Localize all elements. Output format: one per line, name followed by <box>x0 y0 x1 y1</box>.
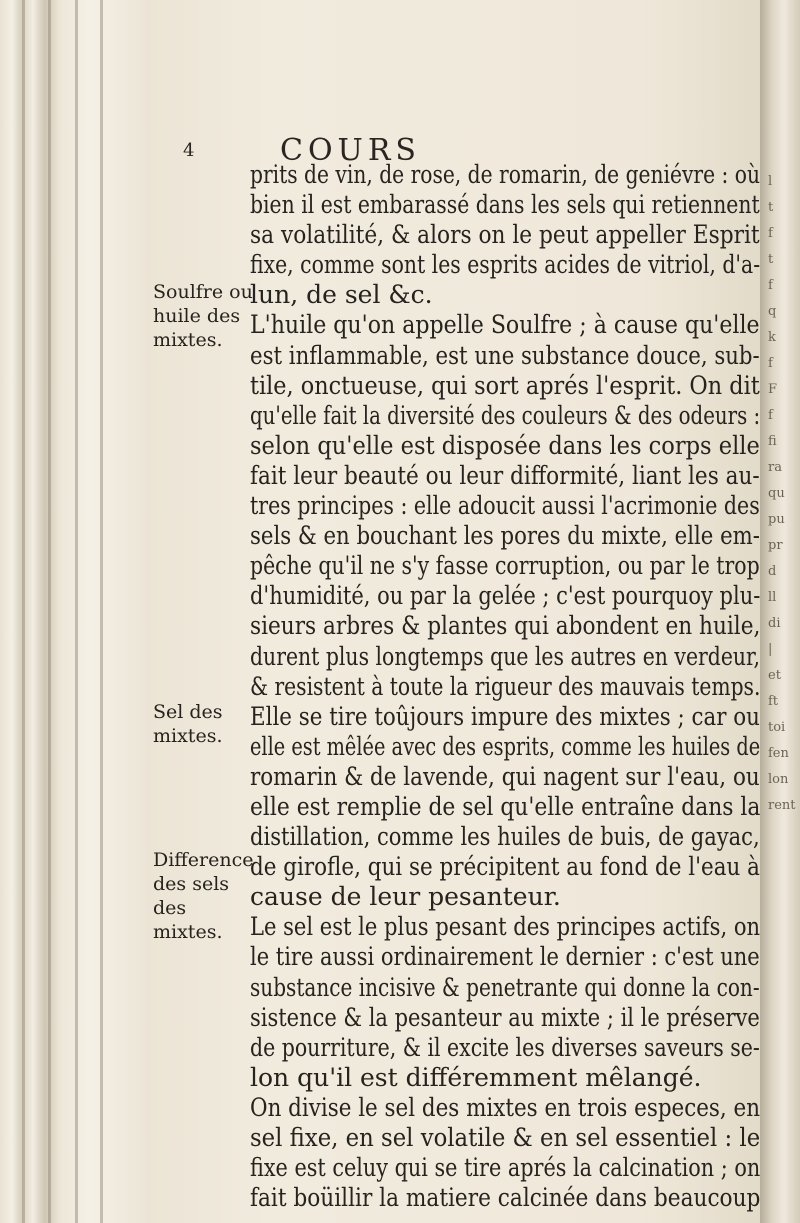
marginal-line: huile des <box>153 305 241 327</box>
marginal-note-sel <box>153 700 253 748</box>
opposite-page-fragment: q <box>768 304 777 319</box>
text-line: sieurs arbres & plantes qui abondent en huile, <box>250 611 761 641</box>
text-line: On divise le sel des mixtes en trois especes, en <box>250 1092 761 1122</box>
opposite-page-fragment: k <box>768 330 776 345</box>
marginal-line: Difference <box>153 849 254 871</box>
text-line: L'huile qu'on appelle Soulfre ; à cause qu'elle <box>250 310 760 340</box>
binding-edge <box>0 0 150 1223</box>
opposite-page-fragment: ra <box>768 460 782 475</box>
page-edge-line <box>75 0 78 1223</box>
opposite-page-fragment: lon <box>768 772 789 787</box>
text-line: fait boüillir la matiere calcinée dans beaucoup <box>250 1183 761 1213</box>
marginal-note-difference <box>153 848 253 944</box>
text-line: bien il est embarassé dans les sels qui retiennent <box>250 190 760 220</box>
text-line: tres principes : elle adoucit aussi l'acrimonie des <box>250 491 760 521</box>
opposite-page-fragment: | <box>768 642 773 657</box>
opposite-page-fragment: di <box>768 616 781 631</box>
text-line: elle est remplie de sel qu'elle entraîne dans la <box>250 791 761 821</box>
opposite-page-fragment: pu <box>768 512 785 527</box>
body-text <box>250 160 760 1213</box>
text-line: qu'elle fait la diversité des couleurs & des odeurs : <box>250 400 761 430</box>
text-line: prits de vin, de rose, de romarin, de geniévre : où <box>250 160 760 189</box>
text-line: de pourriture, & il excite les diverses saveurs se- <box>250 1032 760 1062</box>
text-line: pêche qu'il ne s'y fasse corruption, ou par le trop <box>250 551 760 581</box>
marginal-line: Soulfre ou <box>153 281 253 303</box>
marginal-line: des sels des <box>153 873 230 919</box>
opposite-page-fragment: pr <box>768 538 783 553</box>
text-line: sel fixe, en sel volatile & en sel essentiel : le <box>250 1123 761 1152</box>
opposite-page-fragment: fi <box>768 434 777 449</box>
opposite-page-fragment: t <box>768 252 774 267</box>
text-line: substance incisive & penetrante qui donne la con- <box>250 972 760 1002</box>
text-line: est inflammable, est une substance douce, sub- <box>250 340 760 370</box>
text-line: & resistent à toute la rigueur des mauvais temps. <box>250 671 761 701</box>
text-line: sels & en bouchant les pores du mixte, elle em- <box>250 521 760 551</box>
opposite-page-fragment: ft <box>768 694 779 709</box>
text-line: fixe, comme sont les esprits acides de vitriol, d'a- <box>250 250 761 280</box>
text-line: romarin & de lavende, qui nagent sur l'eau, ou <box>250 761 760 791</box>
text-line: lon qu'il est différemment mêlangé. <box>250 1062 702 1092</box>
page-number: 4 <box>183 140 195 161</box>
opposite-page-edge <box>760 0 800 1223</box>
text-line: sa volatilité, & alors on le peut appeller Esprit <box>250 220 760 250</box>
text-line: tile, onctueuse, qui sort aprés l'esprit. On dit <box>250 370 760 400</box>
text-line: Le sel est le plus pesant des principes actifs, on <box>250 912 761 942</box>
opposite-page-fragment: f <box>768 408 773 423</box>
opposite-page-fragment: ll <box>768 590 777 605</box>
opposite-page-fragment: fen <box>768 746 789 761</box>
marginal-line: mixtes. <box>153 921 223 943</box>
opposite-page-fragment: f <box>768 226 773 241</box>
opposite-page-fragment: toi <box>768 720 786 735</box>
page-edge-line <box>22 0 25 1223</box>
text-line: distillation, comme les huiles de buis, de gayac, <box>250 822 760 852</box>
opposite-page-fragment: rent <box>768 798 796 813</box>
marginal-note-soulfre <box>153 280 253 352</box>
page-edge-line <box>48 0 51 1223</box>
marginal-line: mixtes. <box>153 725 223 747</box>
text-line: elle est mêlée avec des esprits, comme les huiles de <box>250 731 761 761</box>
opposite-page-fragment: l <box>768 174 773 189</box>
marginal-line: mixtes. <box>153 329 223 351</box>
opposite-page-fragment: d <box>768 564 777 579</box>
text-line: cause de leur pesanteur. <box>250 882 561 912</box>
text-line: durent plus longtemps que les autres en verdeur, <box>250 641 761 671</box>
marginal-line: Sel des <box>153 701 223 723</box>
text-line: fait leur beauté ou leur difformité, liant les au- <box>250 460 760 490</box>
text-line: fixe est celuy qui se tire aprés la calcination ; on <box>250 1153 761 1183</box>
text-line: d'humidité, ou par la gelée ; c'est pourquoy plu- <box>250 581 761 611</box>
text-line: le tire aussi ordinairement le dernier : c'est une <box>250 942 760 972</box>
opposite-page-fragment: F <box>768 382 778 397</box>
text-line: de girofle, qui se précipitent au fond de l'eau à <box>250 852 760 882</box>
opposite-page-fragment: qu <box>768 486 785 501</box>
opposite-page-fragment: et <box>768 668 781 683</box>
opposite-page-fragment: t <box>768 200 774 215</box>
text-line: selon qu'elle est disposée dans les corps elle <box>250 430 760 460</box>
opposite-page-fragment: f <box>768 356 773 371</box>
page-edge-line <box>100 0 103 1223</box>
text-line: Elle se tire toûjours impure des mixtes ; car ou <box>250 701 760 731</box>
text-line: sistence & la pesanteur au mixte ; il le préserve <box>250 1002 760 1032</box>
opposite-page-fragment: f <box>768 278 773 293</box>
running-title: COURS <box>280 133 421 168</box>
text-line: lun, de sel &c. <box>250 280 433 310</box>
